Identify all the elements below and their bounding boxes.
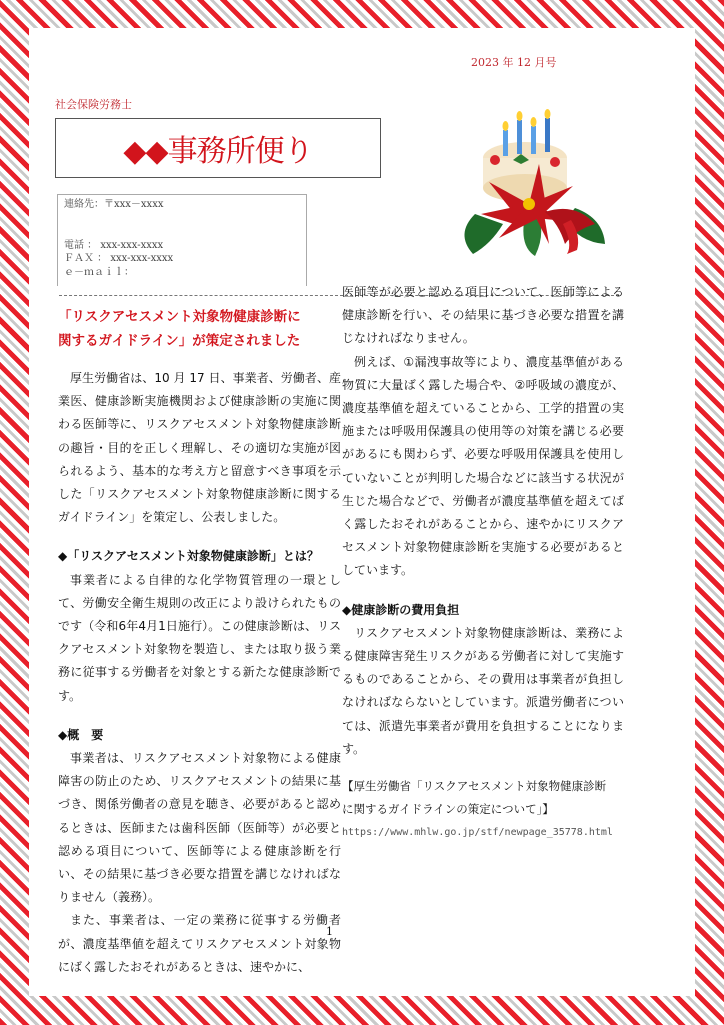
left-column [58,305,341,979]
intro-paragraph: 厚生労働省は、10 月 17 日、事業者、労働者、産業医、健康診断実施機関および健康診断の実施に関わる医師等に、リスクアセスメント対象物健康診断の趣旨・目的を正しく理解し、その適切な実施が図られるよう、基本的な考え方と留意すべき事項を示した「リスクアセスメント対象物健康診断に関するガイドライン」を策定し、公表しました。 [58,371,341,525]
section-heading-what-is: ◆「リスクアセスメント対象物健康診断」とは？ [58,549,319,564]
contact-phone: 電話 ： xxx-xxx-xxxx [64,239,164,251]
continued-paragraph: 医師等が必要と認める項目について、医師等による健康診断を行い、その結果に基づき必要な措置を講じなければなりません。 [342,285,624,346]
section-what-is-body: 事業者による自律的な化学物質管理の一環として、労働安全衛生規則の改正により設けられたものです（令和6年4月1日施行）。この健康診断は、リスクアセスメント対象物を製造し、または取り扱う業務に従事する労働者を対象とする新たな健康診断です。 [58,572,341,703]
section-cost-body: リスクアセスメント対象物健康診断は、業務による健康障害発生リスクがある労働者に対して実施するものであることから、その費用は事業者が負担しなければならないとしています。派遣労働者については、派遣先事業者が費用を負担することになります。 [342,625,624,756]
headline-line-2: 関するガイドライン」が策定されました [58,333,301,349]
reference-link[interactable]: https://www.mhlw.go.jp/stf/newpage_35778.html [342,827,613,839]
author-label: 社会保険労務士 [55,98,132,111]
reference-line-1: 【厚生労働省「リスクアセスメント対象物健康診断 [342,779,607,794]
contact-email: ｅ－ｍａｉｌ： [64,266,134,278]
section-heading-overview: ◆概 要 [58,727,104,742]
headline-line-1: 「リスクアセスメント対象物健康診断に [58,309,301,325]
page-number: 1 [326,925,333,938]
contact-address: 連絡先：〒xxx－xxxx [64,199,164,210]
contact-box [57,194,307,286]
right-column [342,281,624,844]
article-headline [58,305,341,353]
reference-block [342,775,624,844]
christmas-cake-illustration [455,96,615,256]
section-overview-body-2: また、事業者は、一定の業務に従事する労働者が、濃度基準値を超えてリスクアセスメント対象物にばく露したおそれがあるときは、速やかに、 [58,913,341,974]
example-paragraph: 例えば、①漏洩事故等により、濃度基準値がある物質に大量ばく露した場合や、②呼吸域の濃度が、濃度基準値を超えていることから、工学的措置の実施または呼吸用保護具の使用等の対策を講じる必要があるにも関わらず、必要な呼吸用保護具を使用していないことが判明した場合などに該当する状況が生じた場合などで、労働者が濃度基準値を超えてばく露したおそれがあることから、速やかにリスクアセスメント対象物健康診断を実施する必要があるとしています。 [342,354,624,578]
contact-fax: ＦＡＸ ： xxx-xxx-xxxx [64,253,174,264]
newsletter-title: ◆◆事務所便り [55,118,381,178]
section-heading-cost: ◆健康診断の費用負担 [342,602,460,617]
section-overview-body-1: 事業者は、リスクアセスメント対象物による健康障害の防止のため、リスクアセスメントの結果に基づき、関係労働者の意見を聴き、必要があると認めるときは、医師または歯科医師（医師等）が必要と認める項目について、医師等による健康診断を行い、その結果に基づき必要な措置を講じなければなりません（義務）。 [58,751,341,905]
issue-date: 2023 年 12 月号 [471,56,557,69]
reference-line-2: に関するガイドラインの策定について」】 [342,802,554,817]
